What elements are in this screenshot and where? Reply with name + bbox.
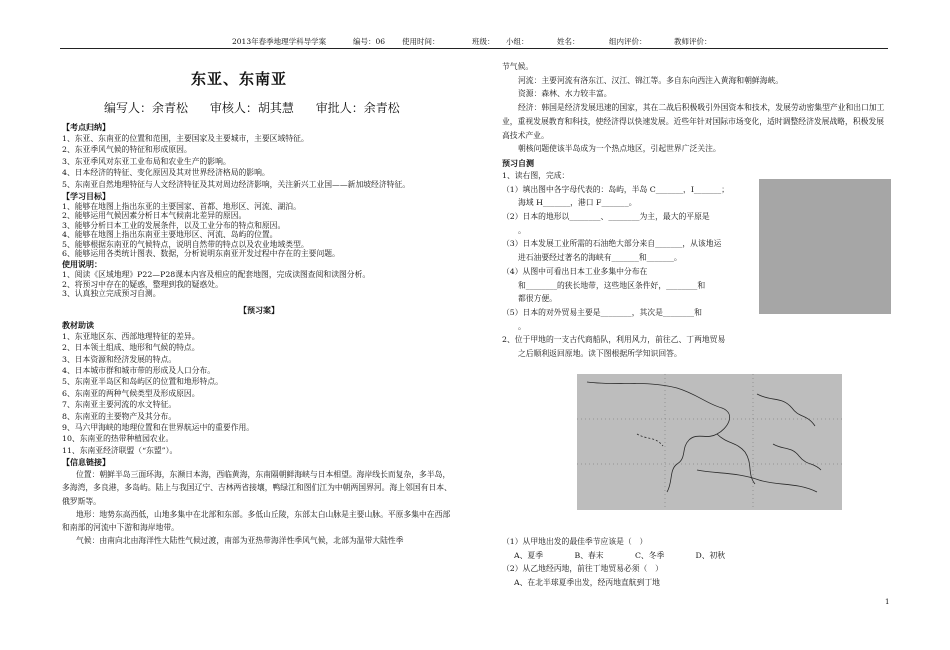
author: 编写人：余青松	[104, 101, 189, 115]
question-1: 1、读右图，完成：	[502, 170, 570, 180]
subquestion-1-options	[502, 549, 882, 563]
question-1-5-cont: 。	[518, 321, 526, 331]
header-class: 班级：	[472, 37, 495, 46]
list-item: 1、阅读《区域地理》P22—P28课本内容及相应的配套地图，完成读图查阅和读图分析。	[62, 270, 371, 280]
question-1-4: （4）从图中可看出日本工业多集中分布在	[502, 266, 648, 276]
section-mubiao: 【学习目标】	[62, 191, 110, 202]
list-item: 4、日本经济的特征、变化原因及其对世界经济格局的影响。	[62, 168, 270, 178]
document-title: 东亚、东南亚	[190, 70, 287, 88]
list-item: 2、将预习中存在的疑惑，整理到我的疑惑处。	[62, 279, 223, 289]
approver: 审批人：余青松	[315, 101, 400, 115]
section-kaodian: 【考点归纳】	[62, 122, 110, 132]
list-item: 8、东南亚的主要物产及其分布。	[62, 411, 177, 421]
question-2-cont: 之后顺利返回原地。读下图根据所学知识回答。	[518, 349, 682, 359]
japan-map-image	[759, 179, 891, 314]
list-item: 1、东亚地区东、西部地理特征的差异。	[62, 331, 200, 341]
list-item: 10、东南亚的热带种植园农业。	[62, 434, 174, 444]
left-column	[62, 60, 456, 547]
list-item: 7、东南亚主要河流的水文特征。	[62, 400, 177, 410]
header-number: 编号：06	[353, 37, 386, 46]
subquestion-2: （2）从乙地经丙地，前往丁地贸易必须（ ）	[502, 564, 663, 574]
question-1-3-cont: 进石油要经过著名的海峡有_______和_______。	[518, 253, 682, 263]
question-1-1: （1）填出图中各字母代表的：岛屿，半岛 C_______，I_______；	[502, 184, 729, 194]
authors-line	[62, 99, 456, 116]
section-yuxi: 【预习案】	[239, 304, 279, 315]
question-1-2: （2）日本的地形以________、________为主，最大的平原是	[502, 212, 710, 222]
option-a[interactable]: A、夏季	[514, 550, 544, 560]
info-resources: 资源：森林、水力较丰富。	[518, 89, 612, 99]
list-item: 2、东亚季风气候的特征和形成原因。	[62, 145, 192, 155]
option-b[interactable]: B、春末	[574, 550, 604, 560]
header-name: 姓名：	[557, 37, 580, 46]
subquestion-1: （1）从甲地出发的最佳季节应该是（ ）	[502, 537, 648, 546]
page-header	[60, 27, 888, 49]
list-item: 3、认真独立完成预习自测。	[62, 289, 161, 299]
option-c[interactable]: C、冬季	[634, 550, 665, 560]
map-outline-drawing	[577, 374, 842, 510]
climate-continued: 节气候。	[502, 62, 534, 71]
header-title: 2013年春季地理学科导学案	[232, 37, 327, 46]
list-item: 2、日本领土组成、地形和气候的特点。	[62, 343, 200, 353]
list-item: 6、东南亚的两种气候类型及形成原因。	[62, 388, 200, 398]
info-economy: 经济：韩国是经济发展迅速的国家，其在二战后积极吸引外国资本和技术，发展劳动密集型产业和出口加工业，重视发展教育和科技，使经济得以快速发展。近些年针对国际市场变化，适时调整经济发展战略，积极发展高技术产业。	[502, 103, 885, 140]
list-item: 4、日本城市群和城市带的形成及人口分布。	[62, 365, 216, 375]
list-item: 3、东亚季风对东亚工业布局和农业生产的影响。	[62, 156, 231, 166]
list-item: 5、能够根据东南亚的气候特点，说明自然带的特点以及农业地域类型。	[62, 239, 309, 249]
southeast-asia-map	[577, 374, 842, 510]
reviewer: 审核人：胡其慧	[209, 101, 294, 115]
info-terrain: 地形：地势东高西低，山地多集中在北部和东部。多低山丘陵，东部太白山脉是主要山脉。平原多集中在西部和南部的河流中下游和海岸地带。	[62, 509, 451, 532]
info-position: 位置：朝鲜半岛三面环海，东濒日本海，西临黄海，东南隔朝鲜海峡与日本相望。海岸线长而复杂，多半岛，多海湾，多良港，多岛屿。陆上与我国辽宁、吉林两省接壤，鸭绿江和图们江为中朝两国界河。海上邻国有日本、俄罗斯等。	[62, 470, 452, 506]
section-shiyong: 使用说明：	[62, 259, 102, 270]
subquestion-2-option-a[interactable]: A、在北半球夏季出发，经丙地直航到丁地	[514, 578, 660, 588]
jiaocai-list	[62, 331, 456, 456]
question-1-4-cont: 和________的狭长地带，这些地区条件好，________和	[518, 280, 706, 290]
page-number: 1	[885, 598, 890, 606]
info-rivers: 河流：主要河流有洛东江、汉江、锦江等。多自东向西注入黄海和朝鲜海峡。	[518, 75, 784, 85]
list-item: 9、马六甲海峡的地理位置和在世界航运中的重要作用。	[62, 422, 255, 432]
question-1-5: （5）日本的对外贸易主要是________，其次是________和	[502, 307, 702, 317]
shiyong-list	[62, 270, 456, 298]
option-d[interactable]: D、初秋	[695, 550, 726, 560]
section-jiaocai: 教材助读	[62, 319, 94, 330]
list-item: 4、能够在地图上指出东南亚主要地形区、河流、岛屿的位置。	[62, 230, 278, 240]
question-1-1-cont: 海域 H_______，港口 F_______。	[518, 198, 637, 208]
list-item: 3、日本资源和经济发展的特点。	[62, 354, 177, 364]
list-item: 11、东南亚经济联盟（“东盟”）。	[62, 445, 178, 455]
list-item: 5、东南亚半岛区和岛屿区的位置和地形特点。	[62, 377, 223, 387]
list-item: 3、能够分析日本工业的发展条件，以及工业分布的特点和原因。	[62, 220, 286, 230]
header-group-eval: 组内评价：	[609, 37, 647, 46]
list-item: 1、能够在地图上指出东亚的主要国家、首都、地形区、河流、湖泊。	[62, 202, 301, 212]
kaodian-list	[62, 133, 456, 190]
section-zice: 预习自测	[502, 157, 534, 168]
header-use-time: 使用时间：	[402, 37, 440, 46]
header-group: 小组：	[506, 37, 529, 46]
question-2-subquestions	[502, 535, 882, 590]
section-xinxi: 【信息链接】	[62, 457, 110, 468]
info-climate: 气候：由南向北由海洋性大陆性气候过渡，南部为亚热带海洋性季风气候，北部为温带大陆性季	[76, 536, 404, 546]
info-korea-issue: 朝核问题使该半岛成为一个热点地区，引起世界广泛关注。	[518, 144, 721, 154]
question-1-4-cont2: 都很方便。	[518, 294, 557, 304]
question-2: 2、位于甲地的一支古代商船队，利用风力，前往乙、丁两地贸易	[502, 335, 726, 345]
mubiao-list	[62, 202, 456, 258]
list-item: 6、能够运用各类统计图表、数据，分析说明东南亚开发过程中存在的主要问题。	[62, 249, 340, 259]
list-item: 1、东亚、东南亚的位置和范围，主要国家及主要城市，主要区域特征。	[62, 134, 309, 143]
list-item: 2、能够运用气候因素分析日本气候南北差异的原因。	[62, 211, 247, 221]
header-teacher-eval: 教师评价：	[674, 37, 712, 46]
question-1-3: （3）日本发展工业所需的石油绝大部分来自_______，从该地运	[502, 239, 722, 249]
question-1-2-cont: 。	[518, 225, 526, 235]
list-item: 5、东南亚自然地理特征与人文经济特征及其对周边经济影响，关注新兴工业国——新加坡经济特征。	[62, 179, 411, 189]
